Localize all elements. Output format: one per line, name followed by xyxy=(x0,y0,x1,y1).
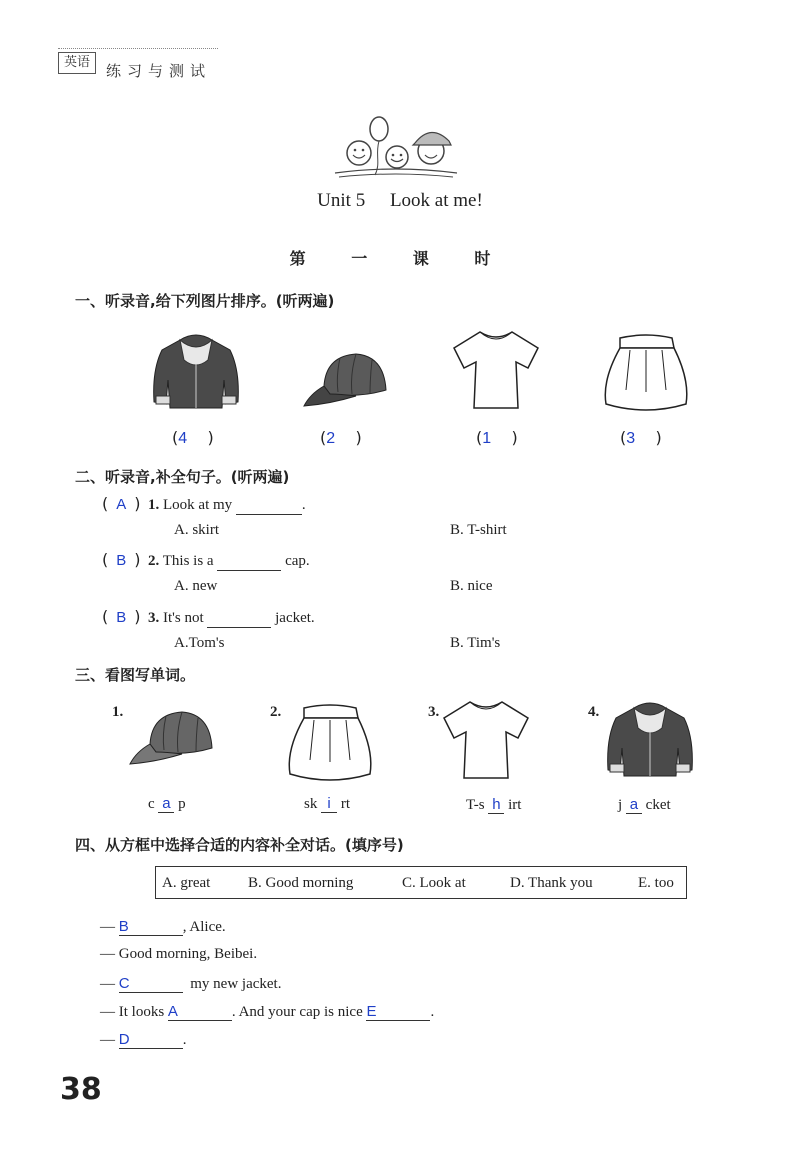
skirt-image-1 xyxy=(600,330,692,412)
q2-option-b: B. nice xyxy=(450,578,493,594)
kids-illustration xyxy=(325,115,465,185)
section1-title: 一、听录音,给下列图片排序。(听两遍) xyxy=(75,292,335,310)
option-d: D. Thank you xyxy=(510,875,593,891)
word-2: sk i rt xyxy=(304,795,351,812)
dialogue-line-4: — It looks A . And your cap is nice E . xyxy=(100,1003,435,1020)
section4-title: 四、从方框中选择合适的内容补全对话。(填序号) xyxy=(75,836,404,854)
section2-title: 二、听录音,补全句子。(听两遍) xyxy=(75,468,290,486)
unit-heading xyxy=(0,190,800,212)
item-number-4: 4. xyxy=(588,704,600,720)
option-e: E. too xyxy=(638,875,674,891)
word-4: j a cket xyxy=(618,796,671,813)
unit-number: Unit 5 xyxy=(317,190,366,211)
lesson-heading: 第 一 课 时 xyxy=(289,249,511,268)
dialogue-line-3: — C my new jacket. xyxy=(100,975,282,992)
unit-title: Look at me! xyxy=(389,190,483,211)
option-c: C. Look at xyxy=(402,875,466,891)
q2-option-a: A. new xyxy=(174,578,218,594)
q3-option-b: B. Tim's xyxy=(450,635,501,651)
order-answer-2: (2 ) xyxy=(320,428,362,447)
dialogue-line-1: — B , Alice. xyxy=(100,918,226,935)
q1-option-a: A. skirt xyxy=(174,522,219,538)
q3-option-a: A.Tom's xyxy=(174,635,225,651)
cap-image-1 xyxy=(300,350,390,412)
question-3: ( B ) 3. It's not jacket. xyxy=(102,607,315,626)
item-number-1: 1. xyxy=(112,704,124,720)
order-answer-3: (1 ) xyxy=(476,428,518,447)
word-3: T-s h irt xyxy=(466,796,522,813)
order-answer-1: (4 ) xyxy=(172,428,214,447)
item-number-3: 3. xyxy=(428,704,440,720)
tshirt-image-2 xyxy=(440,696,532,782)
jacket-image-2 xyxy=(604,698,696,780)
question-1: ( A ) 1. Look at my . xyxy=(102,494,306,513)
item-number-2: 2. xyxy=(270,704,282,720)
dialogue-line-5: — D . xyxy=(100,1031,187,1048)
section3-title: 三、看图写单词。 xyxy=(75,666,196,684)
option-b: B. Good morning xyxy=(248,875,354,891)
tshirt-image-1 xyxy=(450,326,542,412)
option-a: A. great xyxy=(162,875,211,891)
subject-label: 英语 xyxy=(58,52,96,74)
options-box xyxy=(155,866,687,899)
order-answer-4: (3 ) xyxy=(620,428,662,447)
page-number: 38 xyxy=(60,1072,102,1107)
jacket-image-1 xyxy=(150,330,242,412)
question-2: ( B ) 2. This is a cap. xyxy=(102,550,310,569)
book-title: 练习与测试 xyxy=(106,62,212,80)
dialogue-line-2: — Good morning, Beibei. xyxy=(100,946,258,962)
header-rule xyxy=(58,48,218,49)
word-1: c a p xyxy=(148,795,186,812)
skirt-image-2 xyxy=(284,700,374,782)
q1-option-b: B. T-shirt xyxy=(450,522,507,538)
cap-image-2 xyxy=(126,708,216,770)
